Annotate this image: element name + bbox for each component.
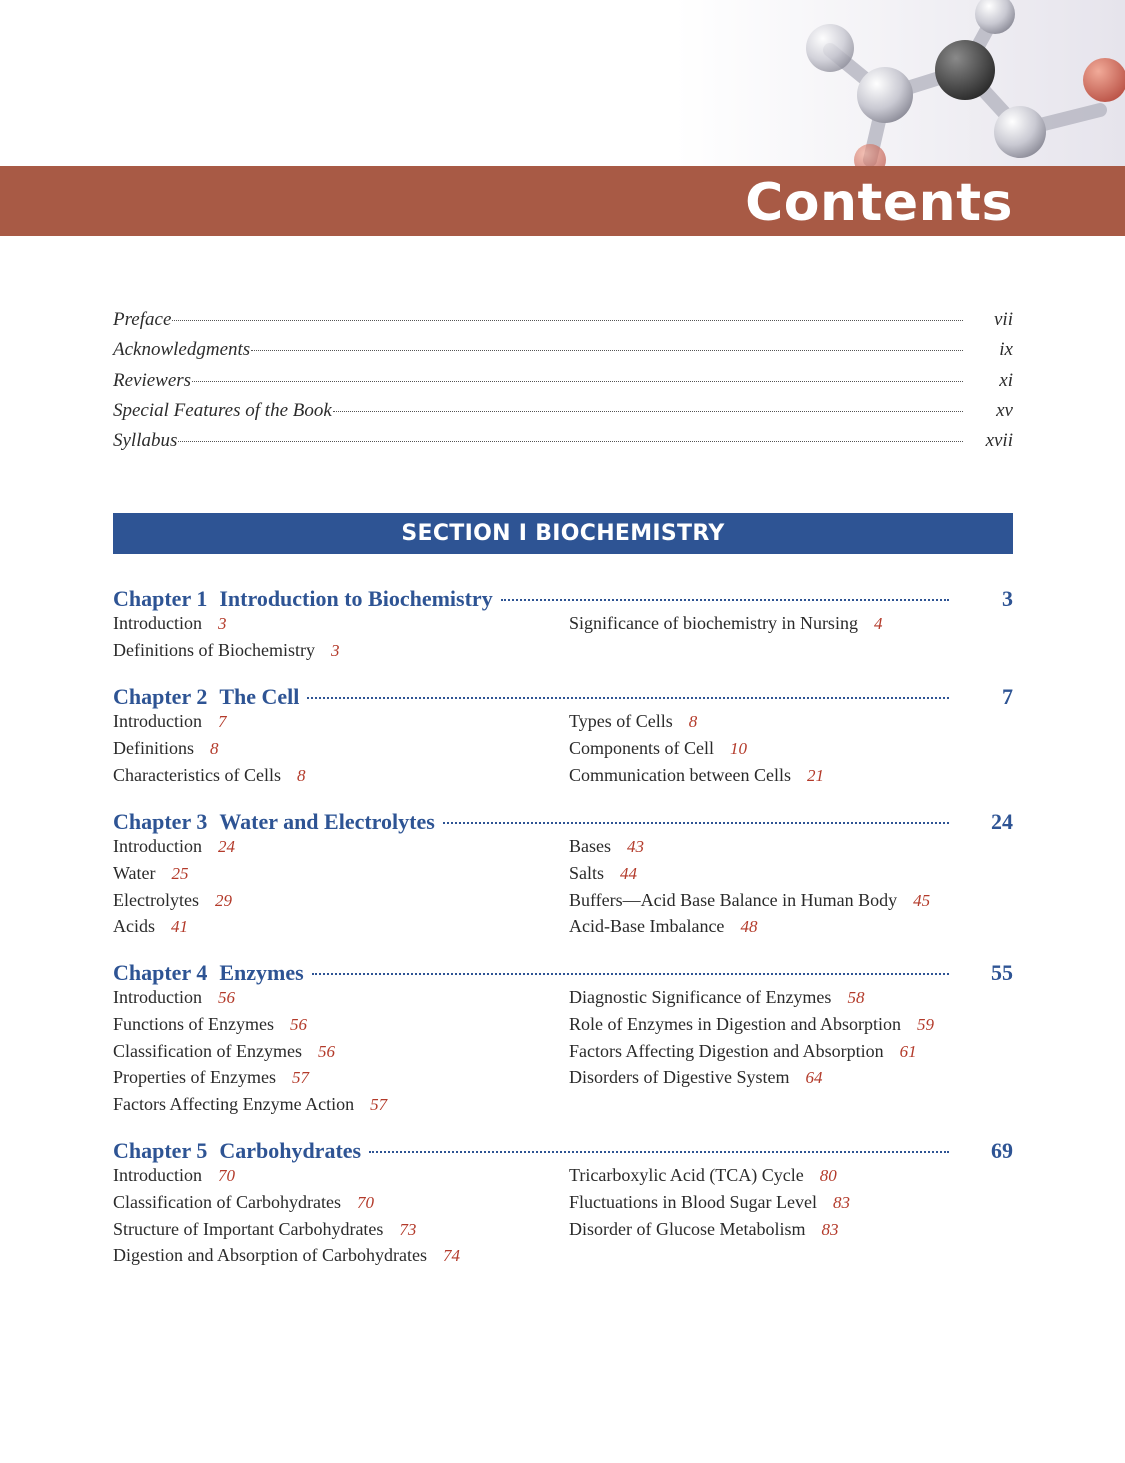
molecule-illustration [0, 0, 1125, 166]
topic-page: 8 [296, 765, 306, 785]
topic-item[interactable] [113, 1041, 387, 1068]
topic-label: Factors Affecting Digestion and Absorption [569, 1040, 884, 1061]
topic-item[interactable] [113, 890, 235, 917]
chapter-number: Chapter 1 [113, 586, 208, 611]
topic-item[interactable] [113, 1219, 460, 1246]
topic-item[interactable] [113, 1014, 387, 1041]
topic-page: 8 [688, 712, 698, 731]
dot-leader [172, 320, 963, 321]
topic-label: Introduction [113, 987, 202, 1007]
topic-column-right [569, 987, 934, 1094]
front-matter-page: xvii [985, 430, 1013, 452]
contents-banner [0, 166, 1125, 236]
topic-column-left [113, 613, 339, 667]
topic-label: Types of Cells [569, 711, 673, 731]
topic-label: Bases [569, 836, 611, 856]
topic-item[interactable] [569, 836, 930, 863]
topic-item[interactable] [113, 863, 235, 890]
topic-label: Acids [113, 916, 155, 937]
topic-page: 56 [217, 988, 235, 1007]
topic-label: Structure of Important Carbohydrates [113, 1218, 384, 1239]
topic-item[interactable] [569, 711, 824, 738]
topic-label: Introduction [113, 613, 202, 633]
topic-page: 56 [289, 1014, 307, 1034]
topic-item[interactable] [569, 738, 824, 765]
topic-item[interactable] [113, 640, 339, 667]
topic-page: 48 [740, 917, 758, 937]
topic-label: Acid-Base Imbalance [569, 916, 725, 937]
chapter-heading[interactable] [113, 1138, 1013, 1166]
topic-item[interactable] [113, 711, 305, 738]
topic-label: Water [113, 862, 156, 883]
dot-leader [178, 441, 963, 442]
front-matter-item[interactable] [113, 370, 1013, 400]
topic-label: Introduction [113, 1165, 202, 1185]
topic-page: 56 [317, 1041, 335, 1061]
chapter-block [113, 960, 1013, 1115]
topic-label: Classification of Enzymes [113, 1040, 302, 1061]
topic-column-left [113, 836, 235, 943]
topic-page: 4 [873, 614, 883, 633]
dot-leader [333, 411, 963, 412]
topic-item[interactable] [569, 1014, 934, 1041]
topic-item[interactable] [569, 1067, 934, 1094]
front-matter-list [113, 309, 1013, 460]
topic-item[interactable] [569, 987, 934, 1014]
topic-label: Factors Affecting Enzyme Action [113, 1094, 355, 1115]
topic-item[interactable] [569, 890, 930, 917]
chapter-title: Water and Electrolytes [219, 809, 435, 834]
front-matter-page: xi [999, 369, 1013, 391]
chapter-heading[interactable] [113, 586, 1013, 614]
topic-column-right [569, 836, 930, 943]
dot-leader [251, 350, 963, 351]
topic-page: 29 [214, 890, 232, 910]
topic-item[interactable] [113, 1245, 460, 1272]
topic-label: Disorder of Glucose Metabolism [569, 1218, 806, 1239]
chapter-number: Chapter 5 [113, 1138, 208, 1163]
topic-page: 74 [442, 1246, 460, 1266]
dot-leader [192, 381, 963, 382]
chapter-block [113, 1138, 1013, 1266]
topic-item[interactable] [569, 765, 824, 792]
topic-page: 70 [356, 1192, 374, 1212]
topic-page: 59 [916, 1014, 934, 1034]
topic-page: 57 [291, 1068, 309, 1088]
chapter-heading[interactable] [113, 960, 1013, 988]
topic-page: 43 [627, 837, 644, 856]
topic-page: 70 [217, 1166, 235, 1185]
topic-label: Significance of biochemistry in Nursing [569, 613, 858, 633]
topic-page: 7 [217, 712, 227, 731]
topic-column-right [569, 711, 824, 791]
section-heading: SECTION I BIOCHEMISTRY [113, 513, 1013, 554]
dot-leader [312, 973, 949, 975]
chapter-heading[interactable] [113, 684, 1013, 712]
front-matter-label: Reviewers [113, 369, 192, 391]
topic-label: Classification of Carbohydrates [113, 1191, 341, 1212]
topic-item[interactable] [113, 1192, 460, 1219]
topic-page: 80 [819, 1166, 837, 1185]
topic-page: 21 [806, 765, 824, 785]
topic-page: 8 [210, 738, 219, 758]
topic-label: Buffers—Acid Base Balance in Human Body [569, 889, 898, 910]
topic-label: Properties of Enzymes [113, 1067, 276, 1088]
topic-page: 3 [330, 640, 340, 660]
topic-column-left [113, 711, 305, 791]
chapter-page: 69 [991, 1138, 1013, 1163]
chapter-block [113, 809, 1013, 937]
front-matter-label: Special Features of the Book [113, 399, 332, 421]
dot-leader [501, 599, 949, 601]
topic-label: Tricarboxylic Acid (TCA) Cycle [569, 1165, 804, 1185]
topic-item[interactable] [113, 1067, 387, 1094]
topic-page: 58 [847, 988, 865, 1007]
topic-label: Digestion and Absorption of Carbohydrates [113, 1245, 427, 1266]
chapter-page: 3 [1002, 586, 1013, 611]
topic-column-right [569, 613, 882, 640]
topic-label: Definitions of Biochemistry [113, 639, 315, 660]
front-matter-item[interactable] [113, 339, 1013, 369]
topic-item[interactable] [113, 987, 387, 1014]
topic-page: 24 [217, 837, 235, 856]
front-matter-page: xv [996, 399, 1013, 421]
topic-item[interactable] [569, 1192, 850, 1219]
topic-page: 57 [370, 1095, 388, 1115]
chapter-page: 55 [991, 960, 1013, 985]
topic-label: Communication between Cells [569, 764, 791, 785]
topic-page: 25 [171, 863, 189, 883]
topic-page: 41 [171, 917, 188, 937]
chapter-page: 24 [991, 809, 1013, 834]
topic-item[interactable] [569, 863, 930, 890]
topic-page: 83 [821, 1219, 839, 1239]
chapter-number: Chapter 3 [113, 809, 208, 834]
front-matter-page: vii [994, 309, 1013, 330]
topic-label: Salts [569, 862, 605, 883]
chapter-title: Enzymes [219, 960, 304, 985]
topic-item[interactable] [113, 916, 235, 943]
topic-page: 61 [899, 1041, 917, 1061]
chapter-title: Carbohydrates [219, 1138, 362, 1163]
front-matter-item[interactable] [113, 309, 1013, 339]
topic-label: Electrolytes [113, 889, 199, 910]
topic-page: 3 [217, 614, 227, 633]
topic-item[interactable] [113, 836, 235, 863]
chapter-block [113, 586, 1013, 660]
topic-column-right [569, 1165, 850, 1245]
topic-page: 83 [832, 1192, 850, 1212]
topic-label: Components of Cell [569, 737, 714, 758]
topic-item[interactable] [569, 613, 882, 640]
topic-item[interactable] [113, 613, 339, 640]
topic-column-left [113, 1165, 460, 1272]
topic-label: Functions of Enzymes [113, 1013, 274, 1034]
chapter-number: Chapter 4 [113, 960, 208, 985]
front-matter-page: ix [999, 339, 1013, 361]
topic-label: Introduction [113, 711, 202, 731]
topic-column-left [113, 987, 387, 1121]
chapter-block [113, 684, 1013, 785]
dot-leader [443, 822, 949, 824]
front-matter-label: Acknowledgments [113, 339, 251, 361]
chapter-page: 7 [1002, 684, 1013, 709]
chapter-number: Chapter 2 [113, 684, 208, 709]
topic-label: Characteristics of Cells [113, 764, 281, 785]
topic-item[interactable] [113, 738, 305, 765]
front-matter-label: Preface [113, 309, 172, 330]
topic-item[interactable] [113, 765, 305, 792]
topic-label: Introduction [113, 836, 202, 856]
page-title: Contents [745, 173, 1013, 233]
topic-page: 64 [805, 1068, 823, 1088]
dot-leader [369, 1151, 949, 1153]
topic-item[interactable] [569, 916, 930, 943]
chapter-title: The Cell [219, 684, 300, 709]
front-matter-item[interactable] [113, 400, 1013, 430]
topic-item[interactable] [113, 1094, 387, 1121]
topic-page: 73 [399, 1219, 417, 1239]
dot-leader [307, 697, 949, 699]
topic-page: 10 [730, 738, 747, 758]
topic-item[interactable] [569, 1219, 850, 1246]
topic-label: Fluctuations in Blood Sugar Level [569, 1191, 817, 1212]
front-matter-item[interactable] [113, 430, 1013, 460]
topic-label: Definitions [113, 737, 194, 758]
topic-item[interactable] [569, 1165, 850, 1192]
topic-item[interactable] [113, 1165, 460, 1192]
chapter-heading[interactable] [113, 809, 1013, 837]
front-matter-label: Syllabus [113, 430, 178, 452]
topic-label: Diagnostic Significance of Enzymes [569, 987, 832, 1007]
topic-label: Role of Enzymes in Digestion and Absorption [569, 1013, 901, 1034]
topic-page: 44 [620, 863, 638, 883]
chapter-title: Introduction to Biochemistry [219, 586, 493, 611]
topic-item[interactable] [569, 1041, 934, 1068]
topic-label: Disorders of Digestive System [569, 1067, 790, 1088]
topic-page: 45 [913, 890, 931, 910]
